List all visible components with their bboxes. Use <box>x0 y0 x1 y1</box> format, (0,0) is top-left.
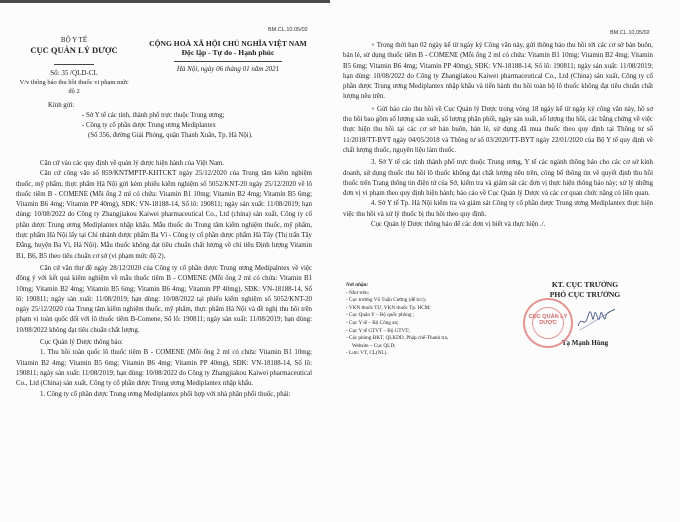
distribution-item: - VKN thuốc TƯ, VKN thuốc Tp. HCM; <box>346 304 431 311</box>
signer-role-deputy: PHÓ CỤC TRƯỞNG <box>549 289 621 299</box>
divider <box>54 64 94 65</box>
recipient-item: - Sở Y tế các tỉnh, thành phố trực thuộc Trung ương; <box>82 112 225 119</box>
signer-role: KT. CỤC TRƯỞNG <box>551 280 619 289</box>
recipient-item: - Công ty cổ phần dược Trung ương Mediplantex <box>82 122 216 129</box>
recipients-block <box>40 101 330 141</box>
paragraph: + Gửi báo cáo thu hồi về Cục Quản lý Dược trong vòng 18 ngày kể từ ngày ký công văn này, hồ sơ thu hồi bao gồm số lượng sản xuất, số lượng phân phối, ngày sản xuất, số lượng thu hồi, các bằng chứng về việc thực hiện thu hồi tại các cơ sở bán buôn, bán lẻ, sử dụng đã mua thuốc theo quy định tại Thông tư số 11/2018/TT-BYT ngày 04/05/2018 và Thông tư số 03/2020/TT-BYT ngày 22/01/2020 của Bộ Y tế quy định về chất lượng thuốc, nguyên liệu làm thuốc. <box>343 105 653 154</box>
distribution-item: - Lưu: VT, CL(NL). <box>346 350 388 357</box>
signature-block <box>520 280 650 348</box>
paragraph: Căn cứ vào các quy định về quản lý dược hiện hành của Việt Nam. <box>40 160 225 167</box>
paragraph: 1. Thu hồi toàn quốc lô thuốc tiêm B - COMENE (Mỗi ống 2 ml có chứa: Vitamin B1 10mg; Vitamin B2 4mg; Vitamin B5 6mg; Vitamin B6 4mg; Vitamin PP 40mg), SĐK: VN-18188-14, Số lô: 190811; ngày sản xuất: 11/08/2019; hạn dùng: 10/08/2022 do Công ty Zhangjiakou Kaiwei pharmaceutical Co., Ltd (China) sản xuất, Công ty cổ phần dược Trung ương Mediplantex nhập khẩu. <box>16 349 312 388</box>
divider <box>174 61 282 62</box>
distribution-list <box>346 282 496 358</box>
issuer-header <box>18 36 130 96</box>
national-header <box>128 39 328 74</box>
distribution-item: Website – Cục QLD; <box>352 342 396 349</box>
paragraph: + Trong thời hạn 02 ngày kể từ ngày ký Công văn này, gửi thông báo thu hồi tới các cơ sở bán buôn, bán lẻ, sử dụng thuốc tiêm B - COMENE (Mỗi ống 2 ml có chứa: Vitamin B1 10mg; Vitamin B2 4mg; Vitamin B5 6mg; Vitamin B6 4mg; Vitamin PP 40mg), SĐK: VN-18188-14, Số lô: 190811; ngày sản xuất: 11/08/2019; hạn dùng: 10/08/2022 do Công ty Zhangjiakou Kaiwei pharmaceutical Co., Ltd (China) sản xuất, Công ty cổ phần dược Trung ương Mediplantex nhập khẩu và tiến hành thu hồi toàn bộ lô thuốc không đạt tiêu chuẩn chất lượng nêu trên. <box>343 42 653 101</box>
paragraph: 3. Sở Y tế các tỉnh thành phố trực thuộc Trung ương, Y tế các ngành thông báo cho các cơ sở kinh doanh, sử dụng thuốc thu hồi lô thuốc không đạt chất lượng nêu trên, công bố thông tin về quyết định thu hồi thuốc trên Trang thông tin điện tử của Sở, kiểm tra và giám sát các đơn vị thực hiện thông báo này; xử lý những đơn vị vi phạm theo quy định hiện hành; báo cáo về Cục Quản lý Dược và các cơ quan chức năng có liên quan. <box>343 159 653 198</box>
document-page-2 <box>340 0 680 522</box>
document-number: Số: 35 /QLD-CL <box>50 69 98 77</box>
paragraph: Cục Quản lý Dược thông báo để các đơn vị biết và thực hiện ./. <box>371 221 546 229</box>
distribution-item: - Cục Y tế GTVT – Bộ GTVT; <box>346 327 410 334</box>
paragraph: Cục Quản lý Dược thông báo: <box>40 339 123 347</box>
paragraph: Căn cứ công văn số 859/KNTMPTP-KHTCKT ngày 25/12/2020 của Trung tâm kiểm nghiệm thuốc, mỹ phẩm, thực phẩm Hà Nội gửi kèm phiếu kiểm nghiệm số 5052/KNT-20 ngày 25/12/2020 về lô thuốc tiêm B - COMENE (Mỗi ống 2 ml có chứa: Vitamin B1 10mg; Vitamin B2 4mg; Vitamin B5 6mg; Vitamin B6 4mg; Vitamin PP 40mg), SĐK: VN-18188-14, Số lô: 190811; ngày sản xuất: 11/08/2019; hạn dùng: 10/08/2022 do Công ty Zhangjiakou Kaiwei pharmaceutical Co., Ltd (china) sản xuất, Công ty cổ phần dược Trung ương Mediplantex nhập khẩu. Mẫu thuốc do Trung tâm kiểm nghiệm thuốc, mỹ phẩm, thực phẩm Hà Nội lấy tại Chi nhánh dược phẩm Ba Vì - Công ty cổ phần dược phẩm Hà Tây (Thị trấn Tây Đằng, huyện Ba Vì, Hà Nội). Mẫu thuốc không đạt tiêu chuẩn chất lượng về chỉ tiêu Định lượng Vitamin B1, B6, B5 theo tiêu chuẩn cơ sở (vi phạm mức độ 2). <box>16 170 312 260</box>
distribution-item: - Các phòng ĐKT, QLKDD, Pháp chế-Thanh tra, <box>346 335 449 342</box>
signer-name: Tạ Mạnh Hùng <box>561 339 609 347</box>
body-text-left <box>16 159 312 400</box>
distribution-item: - Cục Y tế – Bộ Công an; <box>346 319 399 326</box>
distribution-item: - Cục trưởng Vũ Tuấn Cường (để b/c); <box>346 297 427 304</box>
recipients-label: Kính gửi: <box>48 102 75 109</box>
paragraph: 1. Công ty cổ phần dược Trung ương Mediplantex phối hợp với nhà phân phối thuốc, phải: <box>40 390 291 398</box>
document-date: Hà Nội, ngày 06 tháng 01 năm 2021 <box>176 65 280 73</box>
recipient-address: (Số 356, đường Giải Phóng, quận Thanh Xuân, Tp. Hà Nội). <box>88 132 253 139</box>
distribution-title: Nơi nhận: <box>346 282 369 288</box>
distribution-title-text: Nơi nhận <box>346 282 367 288</box>
form-code: BM.CL.10.05/02 <box>610 30 650 36</box>
ministry-name: BỘ Y TẾ <box>60 36 88 44</box>
distribution-item: - Như trên; <box>346 289 369 296</box>
national-motto: Độc lập - Tự do - Hạnh phúc <box>181 48 275 57</box>
paragraph: Căn cứ văn thư đề ngày 28/12/2020 của Công ty cổ phần dược Trung ương Medipalntex về việc đồng ý với kết quả kiểm nghiệm về mẫu thuốc tiêm B - COMENE (Mỗi ống 2 ml có chứa: Vitamin B1 10mg; Vitamin B2 4mg; Vitamin B5 6mg; Vitamin B6 4mg; Vitamin PP 40mg), SĐK: VN-18188-14, Số lô: 190811; ngày sản xuất: 11/08/2019; hạn dùng: 10/08/2022 tại phiếu kiểm nghiệm số 5052/KNT-20 ngày 25/12/2020 của Trung tâm kiểm nghiệm thuốc, mỹ phẩm, thực phẩm Hà Nội và đề nghị thu hồi trên phạm vi toàn quốc đối với lô thuốc tiêm B-Comene, Số lô: 190811; ngày sản xuất: 11/08/2019; hạn dùng: 10/08/2022 không đạt tiêu chuẩn chất lượng. <box>16 264 312 334</box>
document-subject: V/v thông báo thu hồi thuốc vi phạm mức độ 2 <box>19 79 129 95</box>
distribution-item: - Cục Quân Y – Bộ quốc phòng ; <box>346 312 415 319</box>
agency-name: CỤC QUẢN LÝ DƯỢC <box>30 45 118 55</box>
form-code: BM.CL.10.05/02 <box>268 27 308 33</box>
official-stamp-icon <box>523 298 573 348</box>
paragraph: 4. Sở Y tế Tp. Hà Nội kiểm tra và giám sát Công ty cổ phần dược Trung ương Mediplantex thực hiện việc thu hồi và xử lý thuốc bị thu hồi theo quy định. <box>343 200 653 218</box>
handwritten-signature-icon <box>576 306 616 334</box>
nation-title: CỘNG HOÀ XÃ HỘI CHỦ NGHĨA VIỆT NAM <box>149 39 307 48</box>
body-text-right <box>343 41 653 230</box>
stamp-text: CỤC QUẢN LÝ DƯỢC <box>528 314 568 327</box>
